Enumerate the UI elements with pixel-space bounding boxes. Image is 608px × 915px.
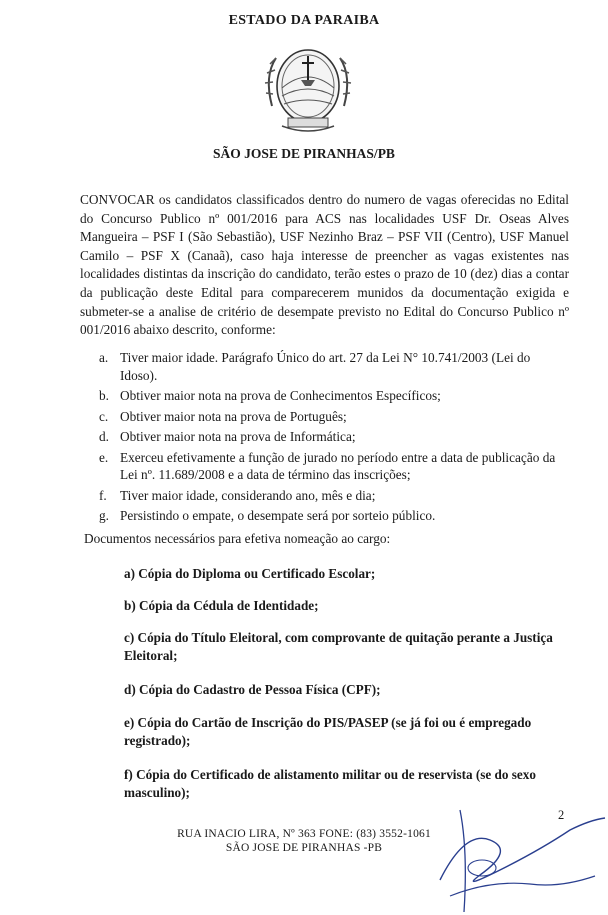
footer-city: SÃO JOSE DE PIRANHAS -PB <box>225 842 383 854</box>
document-item-diploma: a) Cópia do Diploma ou Certificado Escolar; <box>124 566 376 581</box>
criteria-item <box>96 487 566 505</box>
criteria-text: Obtiver maior nota na prova de Conhecimentos Específicos; <box>120 388 441 403</box>
document-item-pis-pasep: e) Cópia do Cartão de Inscrição do PIS/PASEP (se já foi ou é empregado registrado); <box>124 715 532 748</box>
handwritten-signature <box>420 800 608 915</box>
criteria-item <box>96 349 566 384</box>
criteria-text: Tiver maior idade, considerando ano, mês e dia; <box>120 487 376 503</box>
criteria-marker: f. <box>99 487 107 503</box>
criteria-item <box>96 428 566 446</box>
document-item-military: f) Cópia do Certificado de alistamento militar ou de reservista (se do sexo masculino); <box>124 767 536 800</box>
criteria-marker: a. <box>99 350 109 365</box>
page-number: 2 <box>558 808 565 822</box>
coat-of-arms-emblem <box>262 36 354 136</box>
criteria-text: Exerceu efetivamente a função de jurado no período entre a data de publicação da Lei nº. 11.689/2008 e a data de término das inscrições; <box>120 449 556 482</box>
criteria-marker: b. <box>99 388 109 403</box>
criteria-marker: c. <box>99 408 109 424</box>
criteria-item <box>96 507 566 525</box>
footer-address: RUA INACIO LIRA, Nº 363 FONE: (83) 3552-1061 <box>177 828 431 840</box>
document-item-cpf: d) Cópia do Cadastro de Pessoa Física (CPF); <box>124 682 381 697</box>
state-title: ESTADO DA PARAIBA <box>228 13 380 28</box>
criteria-item <box>96 408 566 426</box>
city-title: SÃO JOSE DE PIRANHAS/PB <box>213 146 395 161</box>
criteria-item <box>96 449 566 484</box>
criteria-marker: g. <box>99 508 109 523</box>
documents-intro: Documentos necessários para efetiva nomeação ao cargo: <box>84 531 391 546</box>
intro-paragraph: CONVOCAR os candidatos classificados dentro do numero de vagas oferecidas no Edital do Concurso Publico nº 001/2016 para ACS nas localidades USF Dr. Oseas Alves Mangueira – PSF I (São Sebastião), USF Nezinho Braz – PSF VII (Centro), USF Manuel Camilo – PSF X (Canaã), caso haja interesse de preencher as vagas existentes nas localidades distintas da inscrição do candidato, terão estes o prazo de 10 (dez) dias a contar da publicação deste Edital para comparecerem munidos da documentação exigida e submeter-se a analise de critério de desempate previsto no Edital do Concurso Publico nº 001/2016 abaixo descrito, conforme: <box>80 192 569 338</box>
criteria-text: Obtiver maior nota na prova de Português; <box>120 408 347 424</box>
document-item-voter-title: c) Cópia do Título Eleitoral, com comprovante de quitação perante a Justiça Eleitoral; <box>124 630 553 663</box>
criteria-marker: d. <box>99 429 109 444</box>
criteria-text: Tiver maior idade. Parágrafo Único do art. 27 da Lei N° 10.741/2003 (Lei do Idoso). <box>120 350 531 383</box>
document-item-identity: b) Cópia da Cédula de Identidade; <box>124 598 319 613</box>
criteria-marker: e. <box>99 449 109 465</box>
criteria-text: Persistindo o empate, o desempate será por sorteio público. <box>120 508 436 523</box>
criteria-item <box>96 387 566 405</box>
tiebreak-criteria-list <box>96 349 566 528</box>
criteria-text: Obtiver maior nota na prova de Informática; <box>120 429 356 444</box>
